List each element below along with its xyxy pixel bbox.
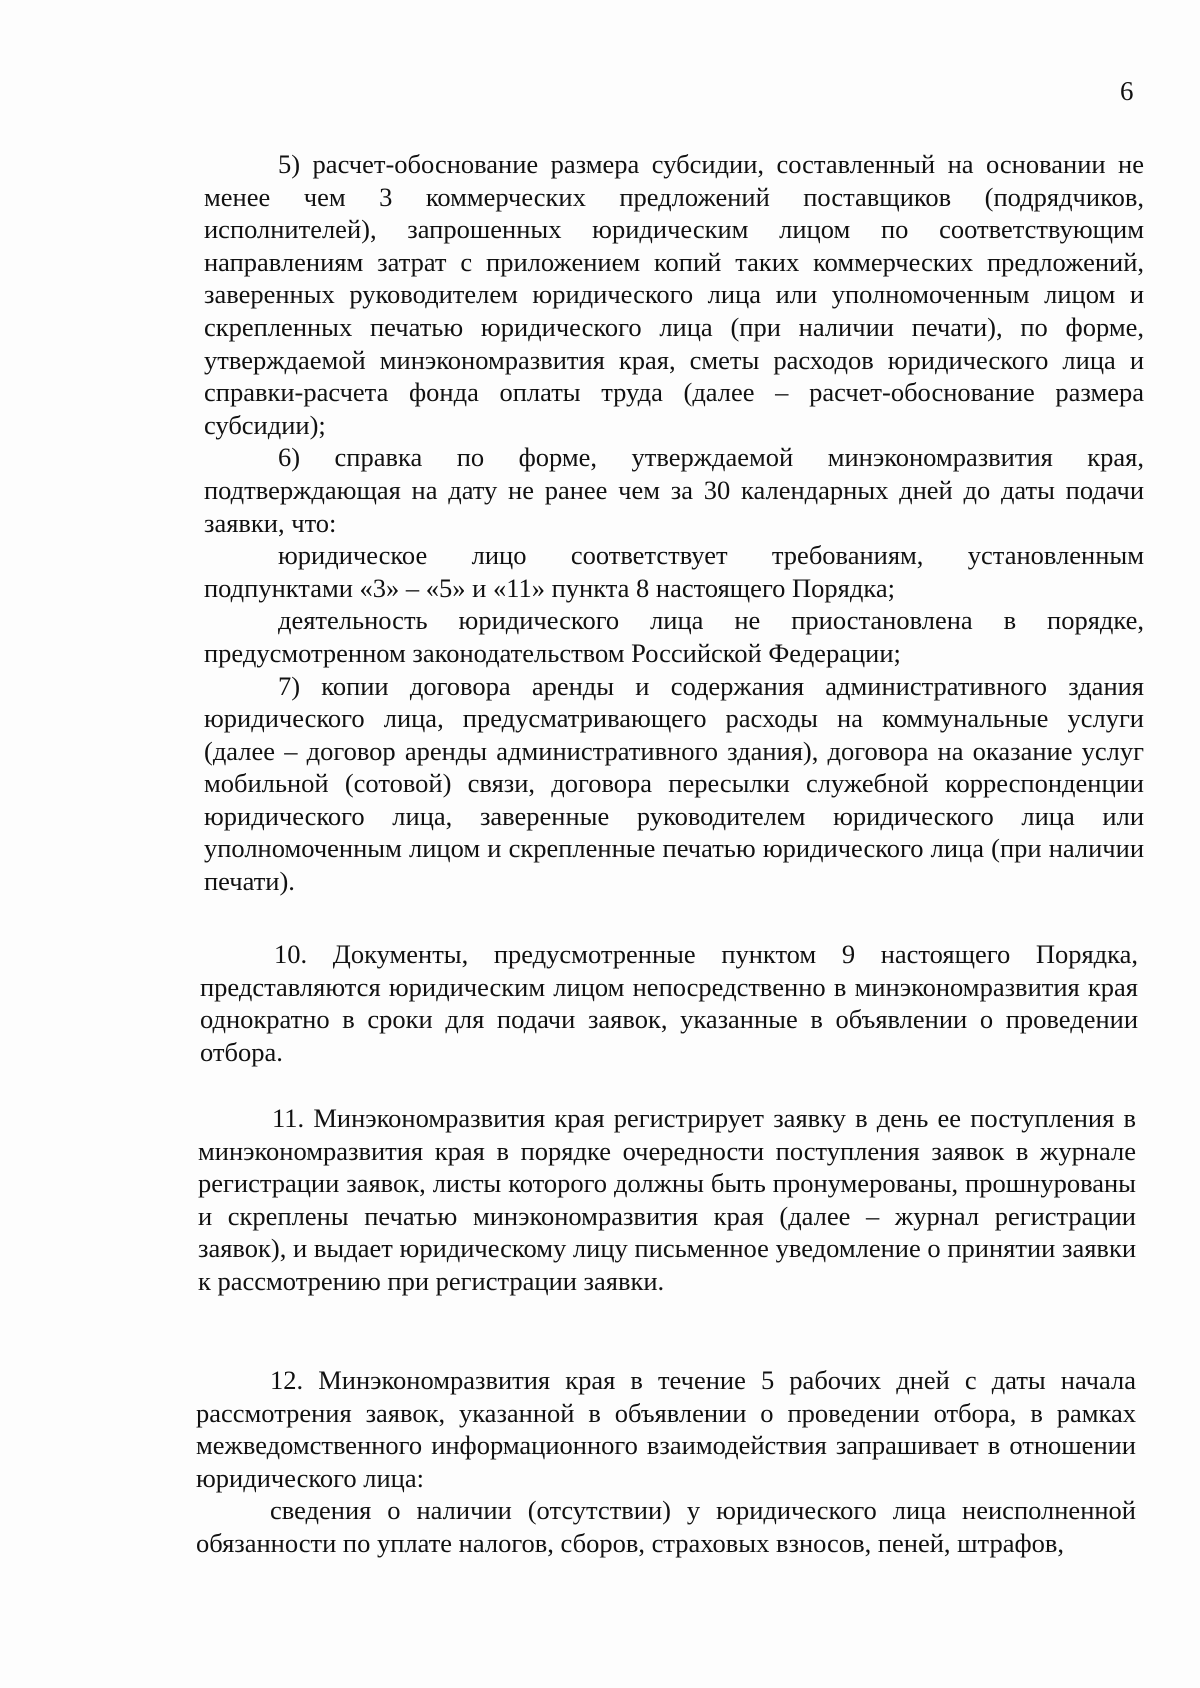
section-point-10 — [200, 938, 1138, 1068]
paragraph-point-10: 10. Документы, предусмотренные пунктом 9 настоящего Порядка, представляются юридическим лицом непосредственно в минэкономразвития края однократно в сроки для подачи заявок, указанные в объявлении о проведении отбора. — [200, 939, 1138, 1067]
paragraph-item-6: 6) справка по форме, утверждаемой минэкономразвития края, подтверждающая на дату не ранее чем за 30 календарных дней до даты подачи заявки, что: — [204, 442, 1144, 538]
paragraph-point-11: 11. Минэкономразвития края регистрирует заявку в день ее поступления в минэкономразвития края в порядке очередности поступления заявок в журнале регистрации заявок, листы которого должны быть пронумерованы, прошнурованы и скреплены печатью минэкономразвития края (далее – журнал регистрации заявок), и выдает юридическому лицу письменное уведомление о принятии заявки к рассмотрению при регистрации заявки. — [198, 1103, 1136, 1296]
section-point-11 — [198, 1102, 1136, 1298]
paragraph-item-6-requirements: юридическое лицо соответствует требованиям, установленным подпунктами «3» – «5» и «11» пункта 8 настоящего Порядка; — [204, 540, 1144, 603]
section-items-5-7 — [204, 148, 1144, 898]
paragraph-item-7: 7) копии договора аренды и содержания административного здания юридического лица, предусматривающего расходы на коммунальные услуги (далее – договор аренды административного здания), договора на оказание услуг мобильной (сотовой) связи, договора пересылки служебной корреспонденции юридического лица, заверенные руководителем юридического лица или уполномоченным лицом и скрепленные печатью юридического лица (при наличии печати). — [204, 670, 1144, 897]
page-number: 6 — [1120, 76, 1134, 106]
section-point-12 — [196, 1364, 1136, 1560]
paragraph-item-6-activity: деятельность юридического лица не приостановлена в порядке, предусмотренном законодательством Российской Федерации; — [204, 605, 1144, 668]
paragraph-point-12-tax-info: сведения о наличии (отсутствии) у юридического лица неисполненной обязанности по уплате налогов, сборов, страховых взносов, пеней, штрафов, — [196, 1495, 1136, 1558]
paragraph-item-5: 5) расчет-обоснование размера субсидии, составленный на основании не менее чем 3 коммерческих предложений поставщиков (подрядчиков, исполнителей), запрошенных юридическим лицом по соответствующим направлениям затрат с приложением копий таких коммерческих предложений, заверенных руководителем юридического лица или уполномоченным лицом и скрепленных печатью юридического лица (при наличии печати), по форме, утверждаемой минэкономразвития края, сметы расходов юридического лица и справки-расчета фонда оплаты труда (далее – расчет-обоснование размера субсидии); — [204, 149, 1144, 440]
paragraph-point-12: 12. Минэкономразвития края в течение 5 рабочих дней с даты начала рассмотрения заявок, указанной в объявлении о проведении отбора, в рамках межведомственного информационного взаимодействия запрашивает в отношении юридического лица: — [196, 1365, 1136, 1493]
